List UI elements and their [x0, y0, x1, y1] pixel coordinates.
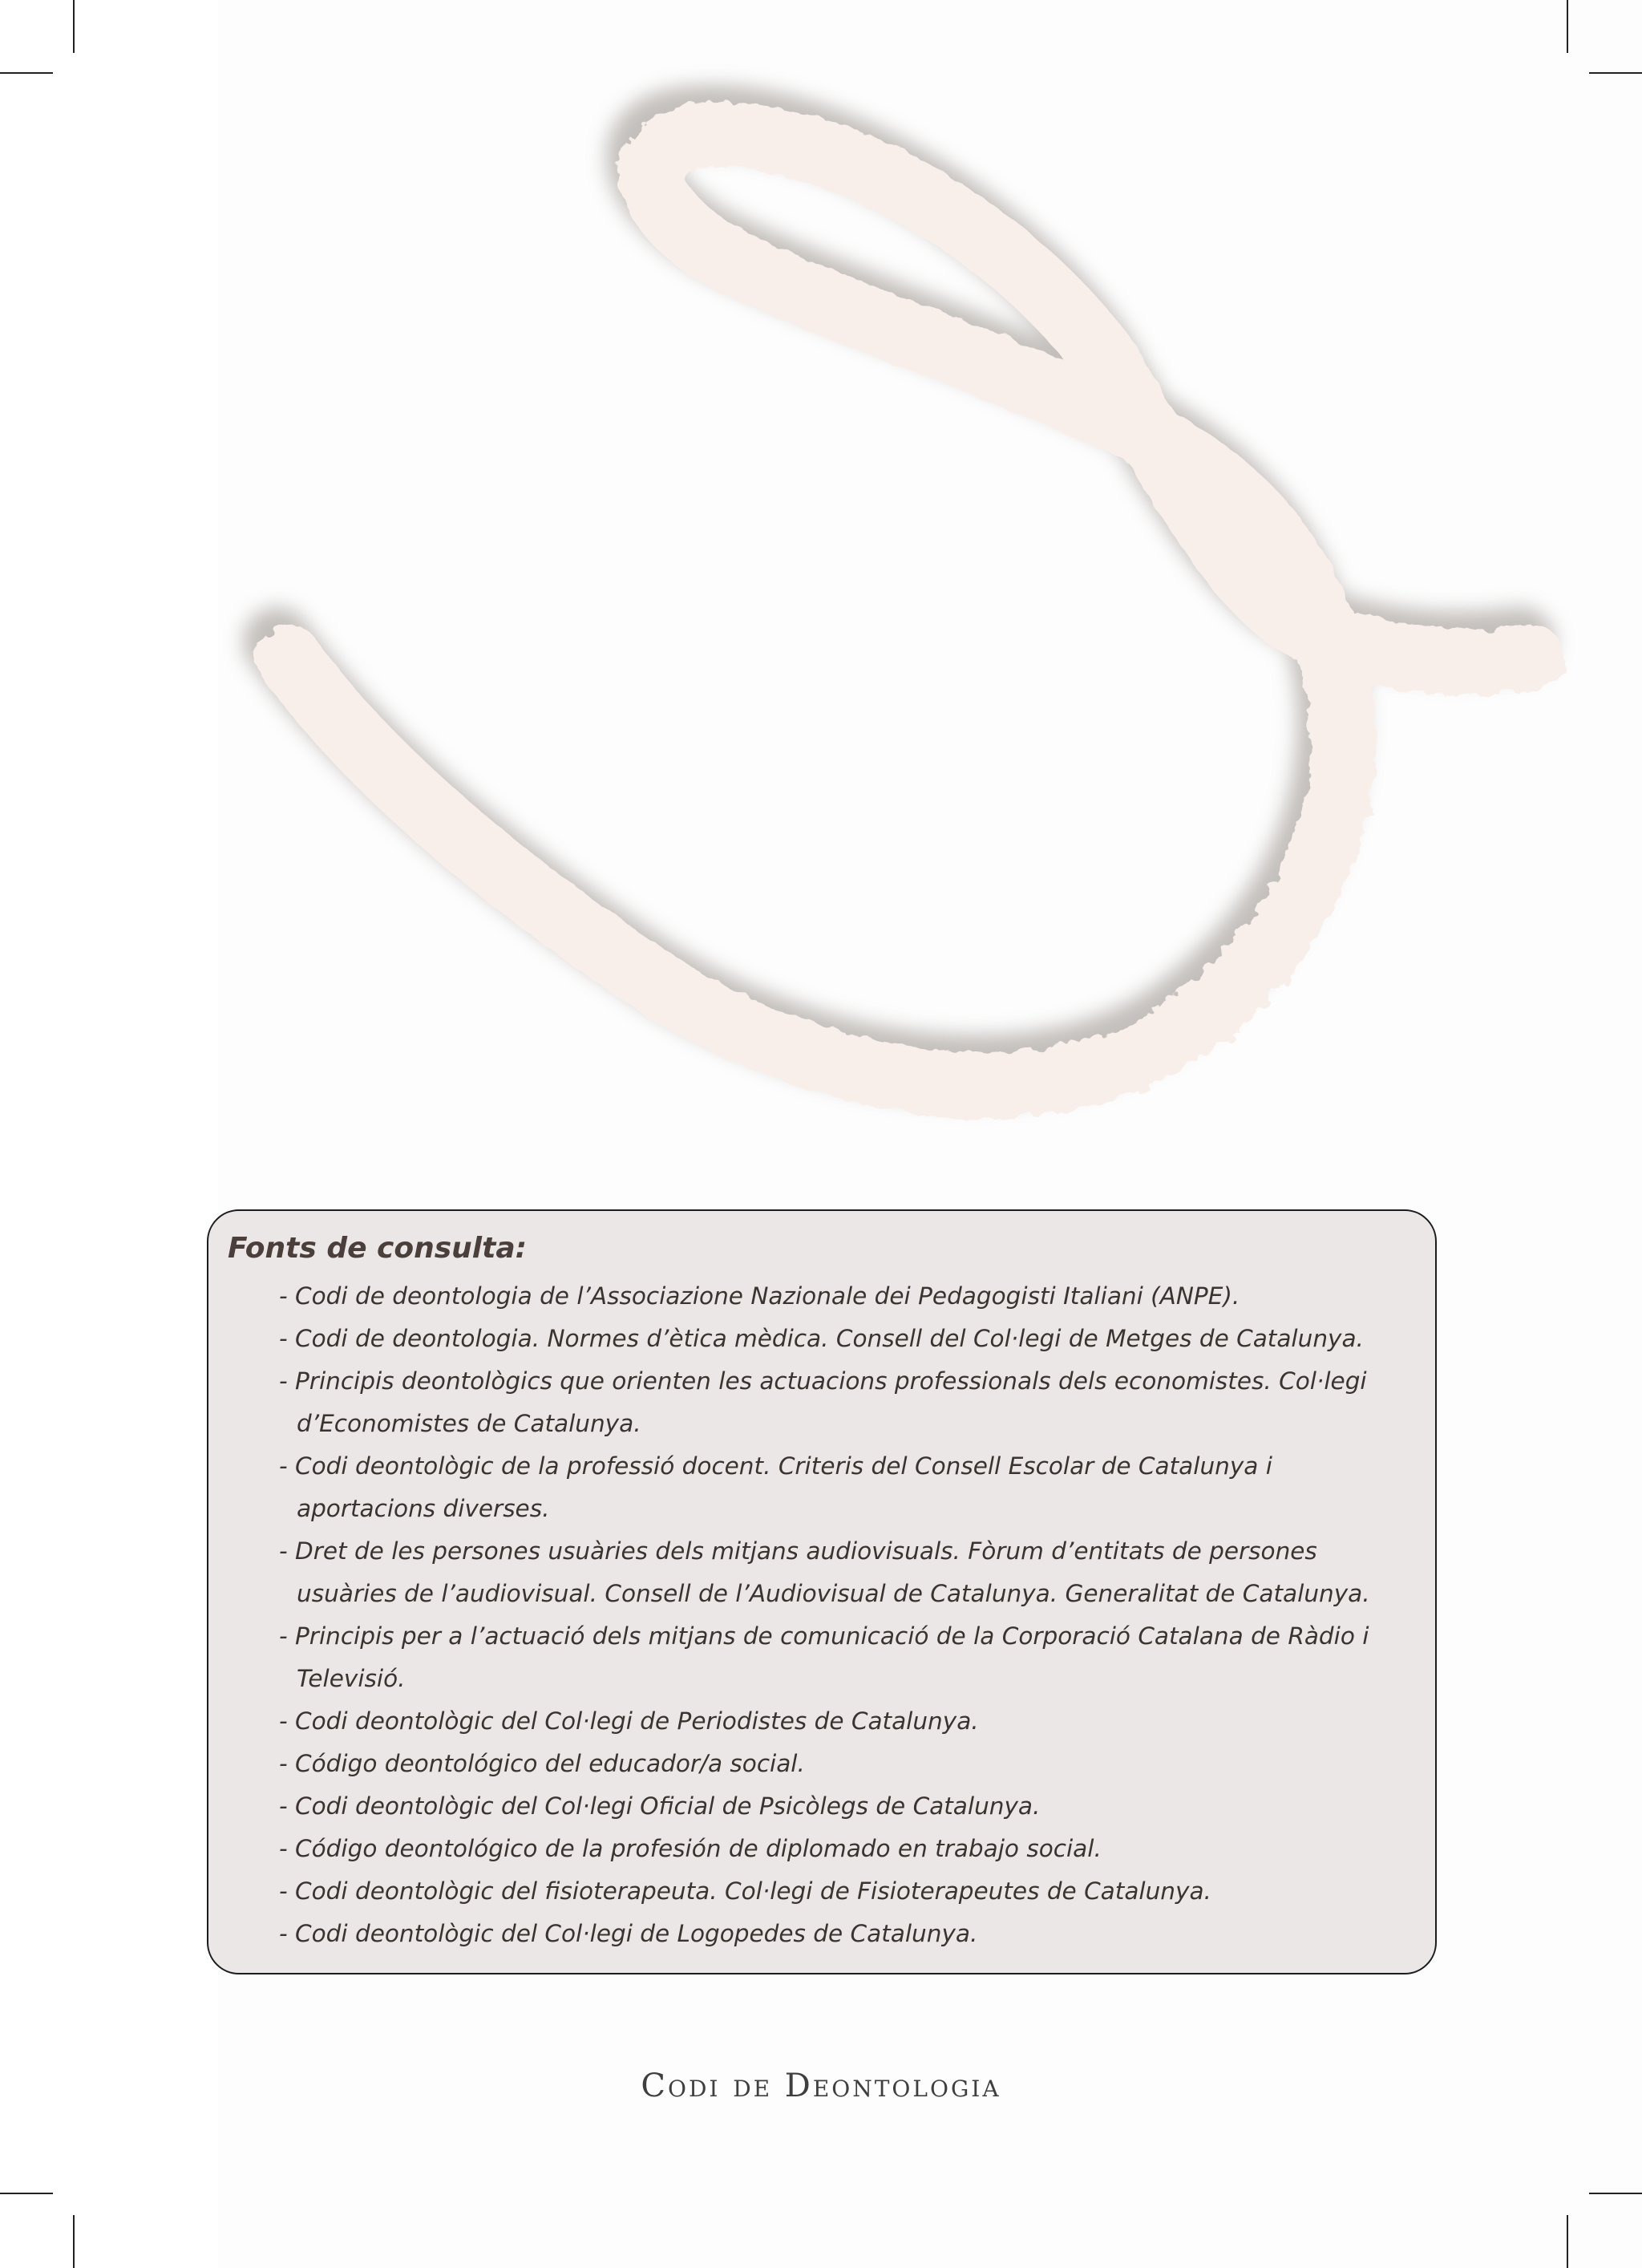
source-item: - Codi de deontologia de l’Associazione Nazionale dei Pedagogisti Italiani (ANPE).: [279, 1282, 1240, 1310]
reference-sources-box: [207, 1209, 1437, 1974]
source-item: - Principis per a l’actuació dels mitjans de comunicació de la Corporació Catalana de Ràdio i Televisió.: [279, 1622, 1369, 1692]
source-item: - Codi deontològic del fisioterapeuta. Col·legi de Fisioterapeutes de Catalunya.: [279, 1877, 1211, 1905]
source-item: - Codi deontològic del Col·legi de Periodistes de Catalunya.: [279, 1707, 979, 1735]
running-footer-title: Codi de Deontologia: [641, 2068, 1001, 2104]
sources-heading: Fonts de consulta:: [228, 1232, 528, 1265]
crop-mark-bottom-right-h: [1589, 2193, 1642, 2194]
sources-list: [279, 1275, 1418, 1955]
crop-mark-bottom-left-h: [0, 2193, 53, 2194]
source-item: - Codi de deontologia. Normes d’ètica mèdica. Consell del Col·legi de Metges de Catalunya.: [279, 1325, 1364, 1352]
source-item: - Dret de les persones usuàries dels mitjans audiovisuals. Fòrum d’entitats de persones usuàries de l’audiovisual. Consell de l’Audiovisual de Catalunya. Generalitat de Catalunya.: [279, 1537, 1370, 1607]
source-item: - Código deontológico del educador/a social.: [279, 1750, 805, 1777]
source-item: - Codi deontològic del Col·legi de Logopedes de Catalunya.: [279, 1920, 978, 1947]
crop-mark-bottom-right: [1567, 2215, 1568, 2268]
source-item: - Principis deontològics que orienten les actuacions professionals dels economistes. Col·legi d’Economistes de Catalunya.: [279, 1367, 1367, 1437]
source-item: - Codi deontològic del Col·legi Oficial de Psicòlegs de Catalunya.: [279, 1792, 1041, 1820]
source-item: - Código deontológico de la profesión de diplomado en trabajo social.: [279, 1835, 1102, 1862]
source-item: - Codi deontològic de la professió docent. Criteris del Consell Escolar de Catalunya i aportacions diverses.: [279, 1452, 1272, 1522]
crop-mark-bottom-left: [73, 2215, 75, 2268]
